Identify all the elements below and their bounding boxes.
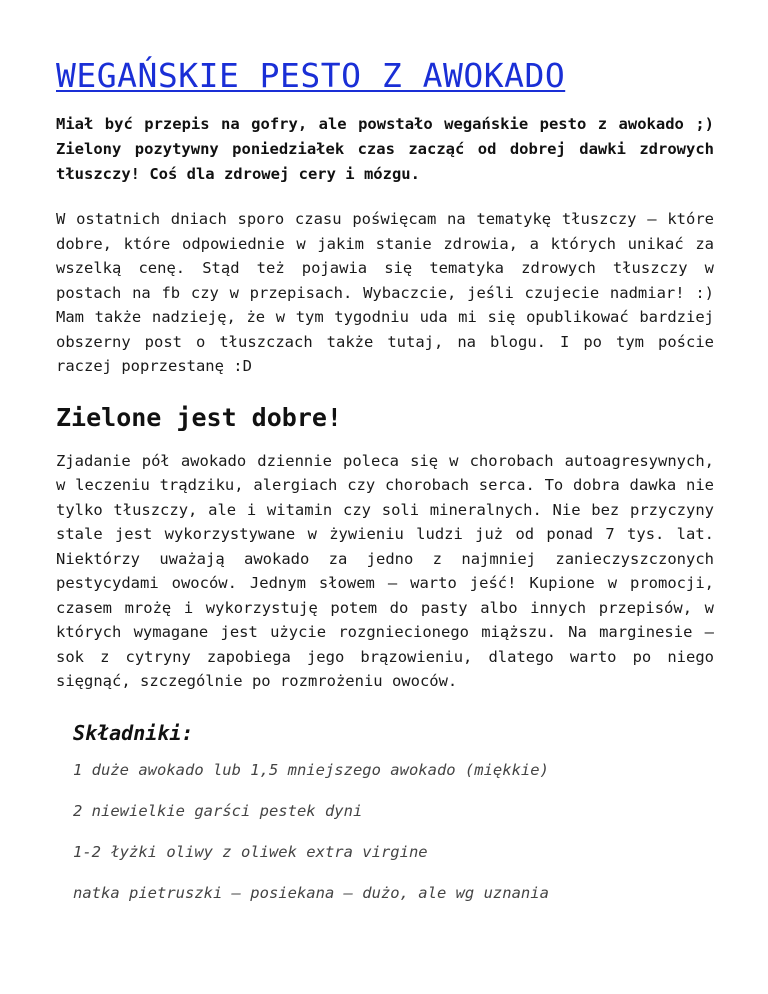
paragraph-avocado: Zjadanie pół awokado dziennie poleca się w chorobach autoagresywnych, w leczeniu trądziku, alergiach czy chorobach serca. To dobra dawka nie tylko tłuszczy, ale i witamin czy soli mineralnych. Nie bez przyczyny stale jest wykorzystywane w żywieniu ludzi już od ponad 7 tys. lat. Niektórzy uważają awokado za jedno z najmniej zanieczyszczonych pestycydami owoców. Jednym słowem – warto jeść! Kupione w promocji, czasem mrożę i wykorzystuję potem do pasty albo innych przepisów, w których wymagane jest użycie rozgniecionego miąższu. Na marginesie – sok z cytryny zapobiega jego brązowieniu, dlatego warto po niego sięgnąć, szczególnie po rozmrożeniu owoców. bbox=[56, 451, 714, 690]
ingredients-section bbox=[73, 720, 714, 903]
section-heading: Zielone jest dobre! bbox=[56, 402, 342, 432]
article-lead: Miał być przepis na gofry, ale powstało wegańskie pesto z awokado ;) Zielony pozytywny poniedziałek czas zacząć od dobrej dawki zdrowych tłuszczy! Coś dla zdrowej cery i mózgu. bbox=[56, 115, 714, 183]
ingredients-heading: Składniki: bbox=[73, 720, 194, 745]
ingredient-item: 1 duże awokado lub 1,5 mniejszego awokado (miękkie) bbox=[73, 760, 549, 779]
ingredient-item: 2 niewielkie garści pestek dyni bbox=[73, 801, 363, 820]
paragraph-fats: W ostatnich dniach sporo czasu poświęcam na tematykę tłuszczy – które dobre, które odpowiednie w jakim stanie zdrowia, a których unikać za wszelką cenę. Stąd też pojawia się tematyka zdrowych tłuszczy w postach na fb czy w przepisach. Wybaczcie, jeśli czujecie nadmiar! :) Mam także nadzieję, że w tym tygodniu uda mi się opublikować bardziej obszerny post o tłuszczach także tutaj, na blogu. I po tym poście raczej poprzestanę :D bbox=[56, 210, 714, 375]
ingredient-item: 1-2 łyżki oliwy z oliwek extra virgine bbox=[73, 842, 428, 861]
ingredient-item: natka pietruszki – posiekana – dużo, ale wg uznania bbox=[73, 883, 549, 902]
article-title-link[interactable]: WEGAŃSKIE PESTO Z AWOKADO bbox=[56, 56, 566, 95]
ingredient-list bbox=[73, 760, 714, 903]
article bbox=[56, 0, 714, 924]
